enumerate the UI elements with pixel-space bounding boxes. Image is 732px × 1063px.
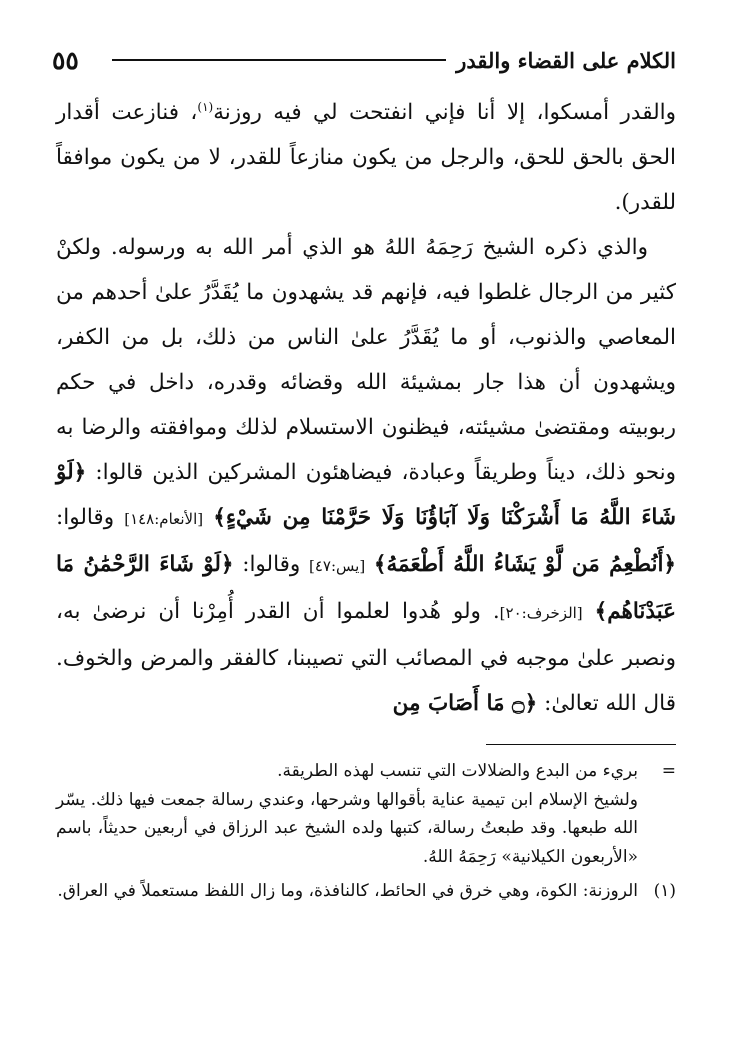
verse-reference-1: [الأنعام:١٤٨] xyxy=(124,510,204,528)
paragraph-1-text-b: ، فنازعت أقدار الحق بالحق للحق، والرجل من يكون منازعاً للقدر، لا من يكون موافقاً للقدر). xyxy=(56,100,676,215)
running-title: الكلام على القضاء والقدر xyxy=(456,47,676,73)
paragraph-1 xyxy=(56,90,676,225)
said-1: وقالوا: xyxy=(56,505,115,530)
footnotes xyxy=(56,757,676,906)
footnote-separator xyxy=(486,744,676,745)
footnote-1 xyxy=(56,877,676,906)
continuation-text-2: ولشيخ الإسلام ابن تيمية عناية بأقوالها وشرحها، وعندي رسالة جمعت فيها ذلك. يسّر الله طبعها. وقد طبعتُ رسالة، كتبها ولده الشيخ عبد الرزاق في أربعين حديثاً، باسم «الأربعون الكيلانية» رَحِمَهُ اللهُ. xyxy=(56,789,638,867)
verse-reference-3: [الزخرف:٢٠] xyxy=(499,604,583,622)
paragraph-2-text-b: . ولو هُدوا لعلموا أن القدر أُمِرْنا أن نرضىٰ به، ونصبر علىٰ موجبه في المصائب التي تصيبنا، كالفقر والمرض والخوف. قال الله تعالىٰ: xyxy=(56,599,676,716)
continuation-spacer xyxy=(638,786,676,872)
quran-verse-4: ﴿۝ مَا أَصَابَ مِن xyxy=(392,691,538,716)
quran-verse-2: ﴿أَنُطْعِمُ مَن لَّوْ يَشَاءُ اللَّهُ أَطْعَمَهُ﴾ xyxy=(373,552,677,577)
said-2: وقالوا: xyxy=(242,552,301,577)
footnote-continuation-2 xyxy=(56,786,676,872)
page-header xyxy=(52,40,676,80)
paragraph-2 xyxy=(56,225,676,726)
paragraph-1-text-a: والقدر أمسكوا، إلا أنا فإني انفتحت لي فيه روزنة xyxy=(213,100,676,125)
footnote-continuation xyxy=(56,757,676,786)
main-text xyxy=(56,90,676,726)
page-number: ٥٥ xyxy=(52,45,79,75)
continuation-mark: = xyxy=(661,761,676,781)
header-rule xyxy=(112,59,446,61)
quran-verse-3: ﴿لَوْ شَاءَ الرَّحْمَٰنُ مَا عَبَدْنَاهُم﴾ xyxy=(56,552,676,624)
continuation-text: بريء من البدع والضلالات التي تنسب لهذه الطريقة. xyxy=(277,761,638,781)
footnote-reference: (١) xyxy=(197,99,214,114)
footnote-1-mark: (١) xyxy=(653,881,676,901)
verse-reference-2: [يس:٤٧] xyxy=(309,557,366,575)
footnote-1-text: الروزنة: الكوة، وهي خرق في الحائط، كالنافذة، وما زال اللفظ مستعملاً في العراق. xyxy=(57,881,638,901)
quran-verse-1: ﴿لَوْ شَاءَ اللَّهُ مَا أَشْرَكْنَا وَلَا آبَاؤُنَا وَلَا حَرَّمْنَا مِن شَيْءٍ﴾ xyxy=(56,460,676,530)
paragraph-2-text-a: والذي ذكره الشيخ رَحِمَهُ اللهُ هو الذي أمر الله به ورسوله. ولكنْ كثير من الرجال غلطوا فيه، فإنهم قد يشهدون ما يُقَدَّرُ علىٰ أحدهم من المعاصي والذنوب، أو ما يُقَدَّرُ علىٰ الناس من ذلك، بل من الكفر، ويشهدون أن هذا جار بمشيئة الله وقضائه وقدره، داخل في حكم ربوبيته ومقتضىٰ مشيئته، فيظنون الاستسلام لذلك وموافقته والرضا به ونحو ذلك، ديناً وطريقاً وعبادة، فيضاهئون المشركين الذين قالوا: xyxy=(56,235,677,485)
